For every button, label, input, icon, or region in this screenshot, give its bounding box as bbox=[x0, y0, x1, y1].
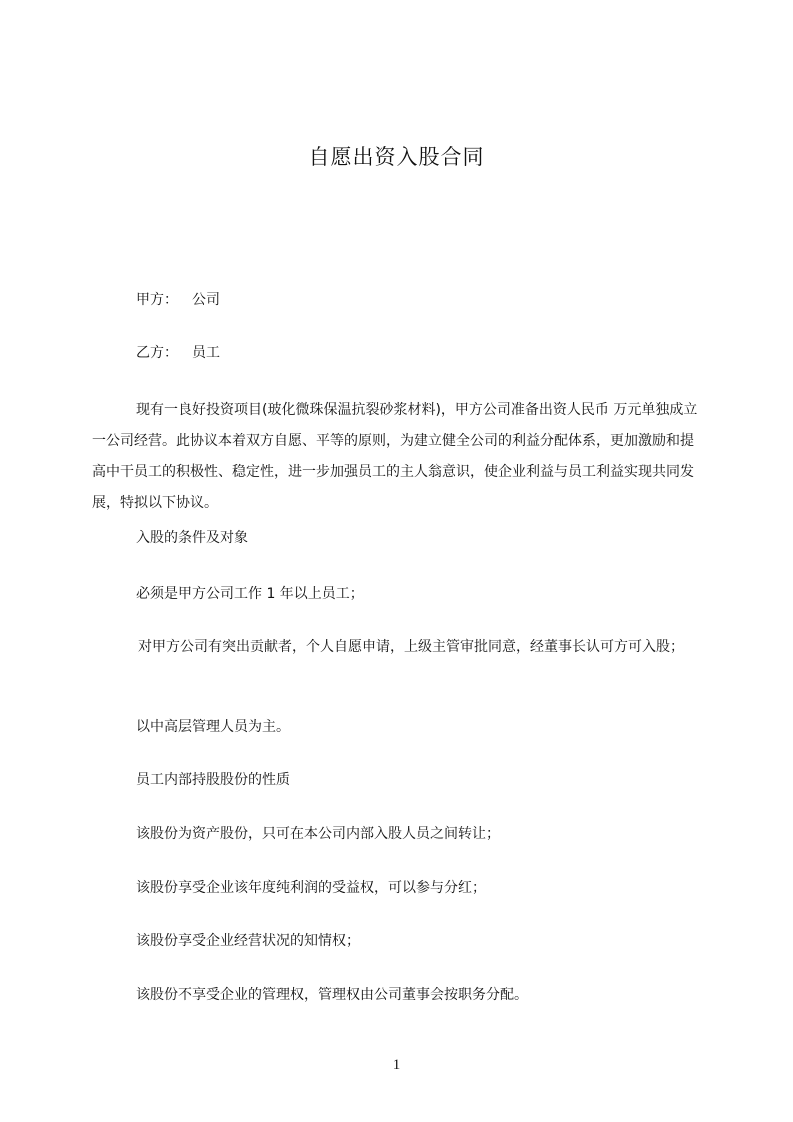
property-1: 该股份为资产股份，只可在本公司内部入股人员之间转让； bbox=[136, 826, 500, 842]
condition-3: 以中高层管理人员为主。 bbox=[136, 719, 290, 735]
condition-2: 对甲方公司有突出贡献者，个人自愿申请，上级主管审批同意，经董事长认可方可入股； bbox=[138, 639, 684, 655]
party-a-label: 甲方： bbox=[136, 292, 178, 308]
section-1-heading: 入股的条件及对象 bbox=[136, 530, 248, 546]
party-b-label: 乙方： bbox=[136, 345, 178, 361]
party-b-value: 员工 bbox=[192, 345, 220, 361]
property-2: 该股份享受企业该年度纯利润的受益权，可以参与分红； bbox=[136, 880, 486, 896]
condition-1: 必须是甲方公司工作 1 年以上员工； bbox=[136, 586, 364, 602]
party-a-value: 公司 bbox=[192, 292, 220, 308]
property-4: 该股份不享受企业的管理权，管理权由公司董事会按职务分配。 bbox=[136, 987, 528, 1003]
section-2-heading: 员工内部持股股份的性质 bbox=[136, 772, 290, 788]
party-b-line bbox=[136, 343, 220, 363]
party-a-line bbox=[136, 290, 220, 310]
page-number: 1 bbox=[392, 1057, 401, 1073]
property-3: 该股份享受企业经营状况的知情权； bbox=[136, 933, 360, 949]
document-title: 自愿出资入股合同 bbox=[308, 145, 485, 169]
intro-paragraph: 现有一良好投资项目(玻化微珠保温抗裂砂浆材料)，甲方公司准备出资人民币 万元单独成立一公司经营。此协议本着双方自愿、平等的原则，为建立健全公司的利益分配体系，更加激励和提高中干员工的积极性、稳定性，进一步加强员工的主人翁意识，使企业利益与员工利益实现共同发展，特拟以下协议。 bbox=[92, 402, 698, 511]
